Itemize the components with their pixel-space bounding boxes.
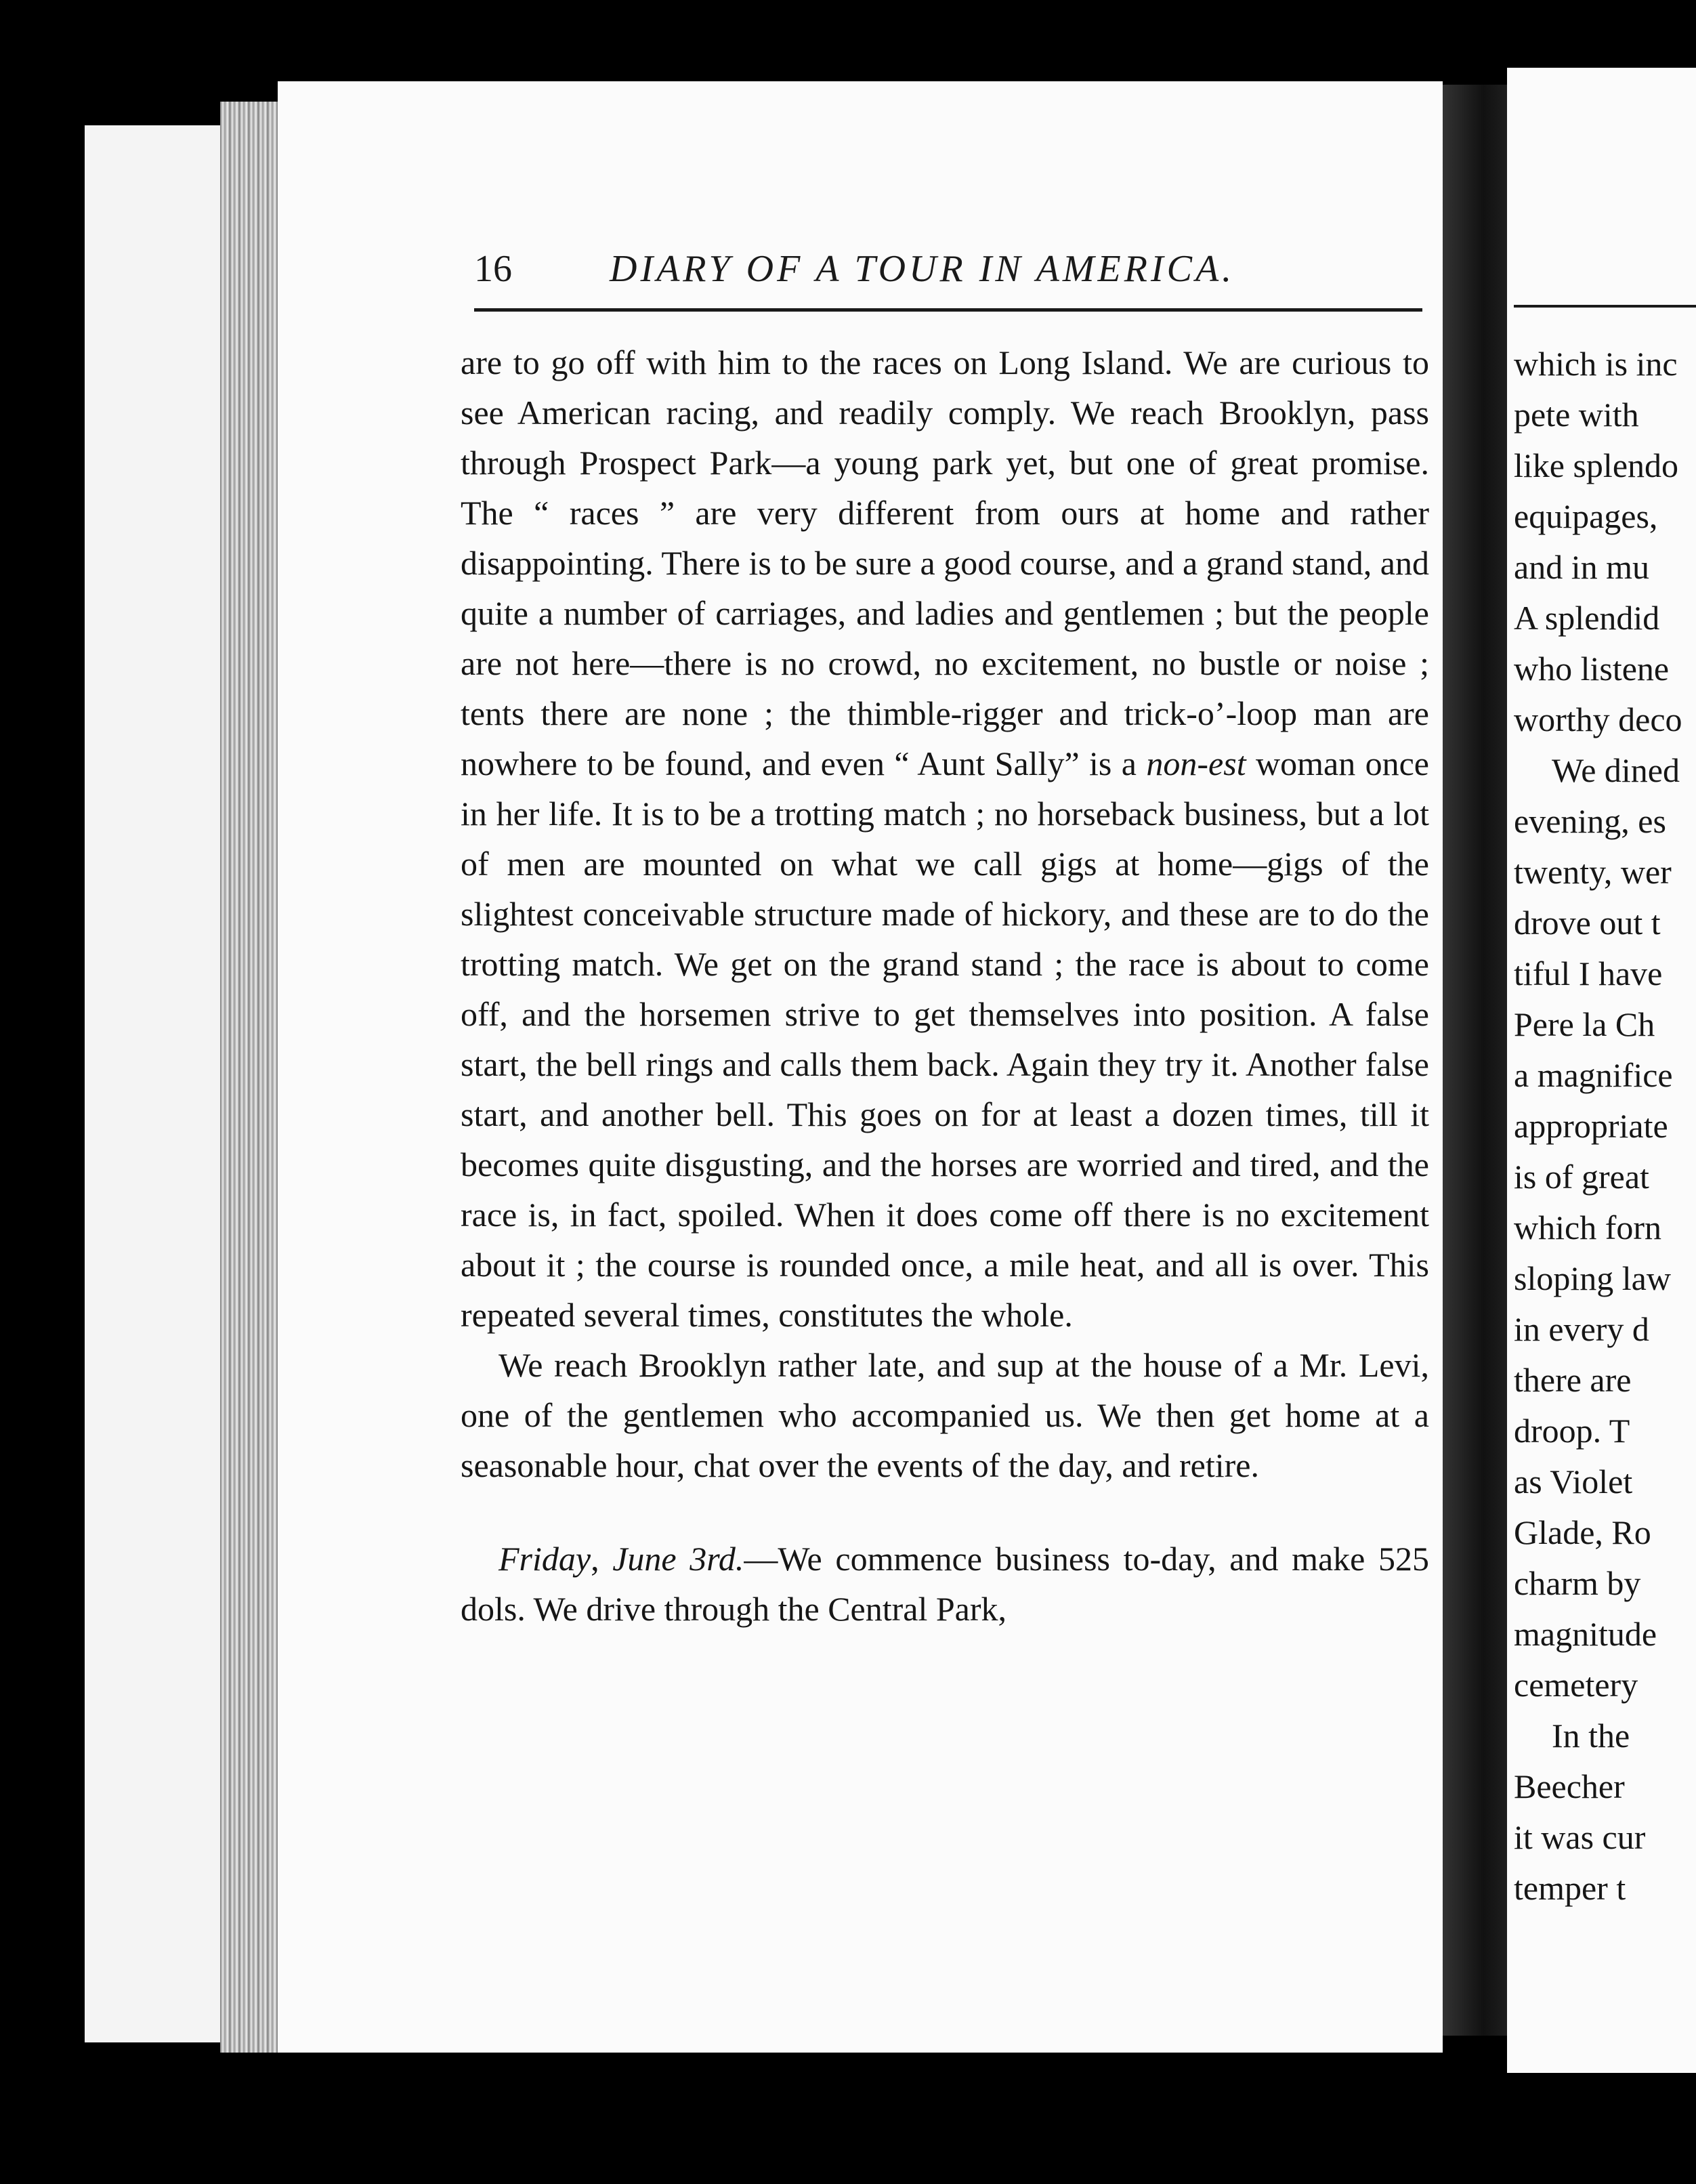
entry-text: —We commence business to-day, and make 525 dols. We drive through the Central Park, — [461, 1540, 1429, 1628]
page-header — [474, 247, 1422, 315]
facing-page-line: A splendid — [1514, 599, 1660, 637]
running-title: DIARY OF A TOUR IN AMERICA. — [610, 248, 1235, 290]
facing-page-line: charm by — [1514, 1564, 1641, 1602]
facing-page-line: as Violet — [1514, 1463, 1633, 1500]
facing-page-line: who listene — [1514, 650, 1670, 688]
facing-page-line: like splendo — [1514, 446, 1679, 484]
paragraph-text: are to go off with him to the races on Long Island. We are curious to see American racing, and readily comply. We reach Brooklyn, pass through Prospect Park—a young park yet, but one of great promise. The “ races ” are very different from ours at home and rather disappointing. There is to be sure a good course, and a grand stand, and quite a number of carriages, and ladies and gentlemen ; but the people are not here—there is no crowd, no excitement, no bustle or noise ; tents there are none ; the thimble-rigger and trick-o’-loop man are nowhere to be found, and even “ Aunt Sally” is a — [461, 343, 1429, 782]
facing-page-line: twenty, wer — [1514, 853, 1672, 891]
adjacent-page-edge — [85, 125, 224, 2042]
facing-page-line: sloping law — [1514, 1259, 1671, 1297]
facing-page-line: which forn — [1514, 1209, 1661, 1246]
facing-page-line: pete with — [1514, 396, 1639, 434]
facing-page-line: and in mu — [1514, 548, 1649, 586]
facing-page-line: is of great — [1514, 1158, 1649, 1196]
facing-page-line: droop. T — [1514, 1412, 1630, 1450]
facing-page-line: We dined — [1552, 751, 1680, 789]
facing-page-line: evening, es — [1514, 802, 1666, 840]
facing-page-line: Beecher — [1514, 1767, 1625, 1805]
paragraph-races — [461, 337, 1429, 1340]
facing-page-line: temper t — [1514, 1869, 1626, 1907]
page-stack-edges — [220, 102, 284, 2053]
facing-page-line: which is inc — [1514, 345, 1678, 383]
facing-page-line: Pere la Ch — [1514, 1005, 1655, 1043]
entry-day: Friday — [499, 1540, 591, 1578]
facing-page-line: equipages, — [1514, 497, 1658, 535]
facing-page-line: there are — [1514, 1361, 1632, 1399]
facing-page-line: Glade, Ro — [1514, 1513, 1651, 1551]
facing-page-line: worthy deco — [1514, 700, 1682, 738]
facing-page-line: appropriate — [1514, 1107, 1668, 1145]
facing-page-line: a magnifice — [1514, 1056, 1673, 1094]
facing-page-line: it was cur — [1514, 1818, 1646, 1856]
facing-page-line: in every d — [1514, 1310, 1649, 1348]
header-rule — [474, 308, 1422, 312]
page-number: 16 — [474, 248, 512, 290]
italic-term: non-est — [1146, 744, 1246, 782]
facing-page-header-rule — [1514, 305, 1696, 308]
facing-page-text — [1514, 339, 1696, 1914]
page-body — [461, 337, 1429, 1634]
diary-entry-friday: Friday, June 3rd.—We commence business to-day, and make 525 dols. We drive through the Central Park, — [461, 1540, 1429, 1628]
entry-date: June 3rd. — [612, 1540, 744, 1578]
facing-page-line: cemetery — [1514, 1666, 1638, 1704]
facing-page-line: magnitude — [1514, 1615, 1657, 1653]
paragraph-brooklyn: We reach Brooklyn rather late, and sup at the house of a Mr. Levi, one of the gentlemen who accompanied us. We then get home at a seasonable hour, chat over the events of the day, and retire. — [461, 1346, 1429, 1484]
book-gutter — [1443, 85, 1510, 2036]
facing-page-line: drove out t — [1514, 904, 1661, 942]
paragraph-text: woman once in her life. It is to be a trotting match ; no horseback business, but a lot of men are mounted on what we call gigs at home—gigs of the slightest conceivable structure made of hickory, and these are to do the trotting match. We get on the grand stand ; the race is about to come off, and the horsemen strive to get themselves into position. A false start, the bell rings and calls them back. Again they try it. Another false start, and another bell. This goes on for at least a dozen times, till it becomes quite disgusting, and the horses are worried and tired, and the race is, in fact, spoiled. When it does come off there is no excitement about it ; the course is rounded once, a mile heat, and all is over. This repeated several times, constitutes the whole. — [461, 744, 1430, 1334]
facing-page-line: tiful I have — [1514, 954, 1663, 992]
facing-page-line: In the — [1552, 1717, 1630, 1755]
